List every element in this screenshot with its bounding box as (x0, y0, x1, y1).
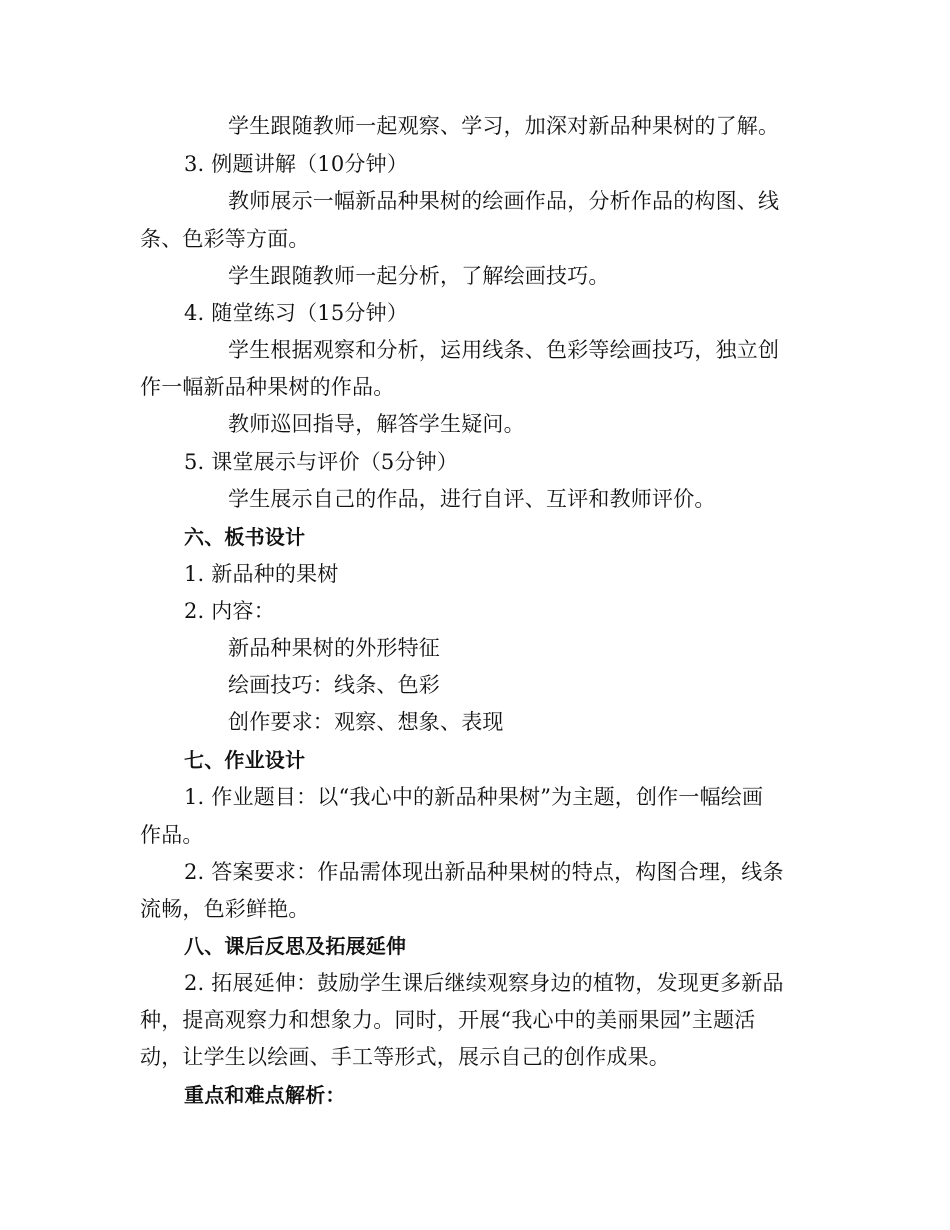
section-heading: 重点和难点解析： (184, 1083, 346, 1107)
paragraph-line: 流畅，色彩鲜艳。 (140, 897, 310, 921)
paragraph-line: 创作要求：观察、想象、表现 (228, 710, 504, 734)
list-item: 4. 随堂练习（15分钟） (184, 301, 409, 325)
paragraph-line: 新品种果树的外形特征 (228, 636, 440, 660)
paragraph-line: 学生展示自己的作品，进行自评、互评和教师评价。 (228, 487, 716, 511)
paragraph-line: 学生跟随教师一起分析，了解绘画技巧。 (228, 264, 610, 288)
paragraph-line: 教师展示一幅新品种果树的绘画作品，分析作品的构图、线 (228, 189, 780, 213)
section-heading: 八、课后反思及拓展延伸 (184, 934, 407, 958)
paragraph-line: 条、色彩等方面。 (140, 227, 310, 251)
section-heading: 六、板书设计 (184, 525, 306, 549)
list-item: 3. 例题讲解（10分钟） (184, 152, 409, 176)
list-item: 2. 内容： (184, 599, 275, 623)
paragraph-line: 作品。 (140, 823, 204, 847)
paragraph-line: 种，提高观察力和想象力。同时，开展“我心中的美丽果园”主题活 (140, 1008, 756, 1032)
paragraph-line: 绘画技巧：线条、色彩 (228, 673, 440, 697)
list-item: 2. 拓展延伸：鼓励学生课后继续观察身边的植物，发现更多新品 (184, 971, 784, 995)
paragraph-line: 动，让学生以绘画、手工等形式，展示自己的创作成果。 (140, 1045, 670, 1069)
list-item: 1. 新品种的果树 (184, 562, 339, 586)
list-item: 5. 课堂展示与评价（5分钟） (184, 450, 459, 474)
paragraph-line: 作一幅新品种果树的作品。 (140, 375, 395, 399)
paragraph-line: 学生根据观察和分析，运用线条、色彩等绘画技巧，独立创 (228, 338, 780, 362)
section-heading: 七、作业设计 (184, 748, 306, 772)
paragraph-line: 学生跟随教师一起观察、学习，加深对新品种果树的了解。 (228, 114, 780, 138)
list-item: 2. 答案要求：作品需体现出新品种果树的特点，构图合理，线条 (184, 860, 784, 884)
list-item: 1. 作业题目：以“我心中的新品种果树”为主题，创作一幅绘画 (184, 785, 764, 809)
paragraph-line: 教师巡回指导，解答学生疑问。 (228, 412, 525, 436)
